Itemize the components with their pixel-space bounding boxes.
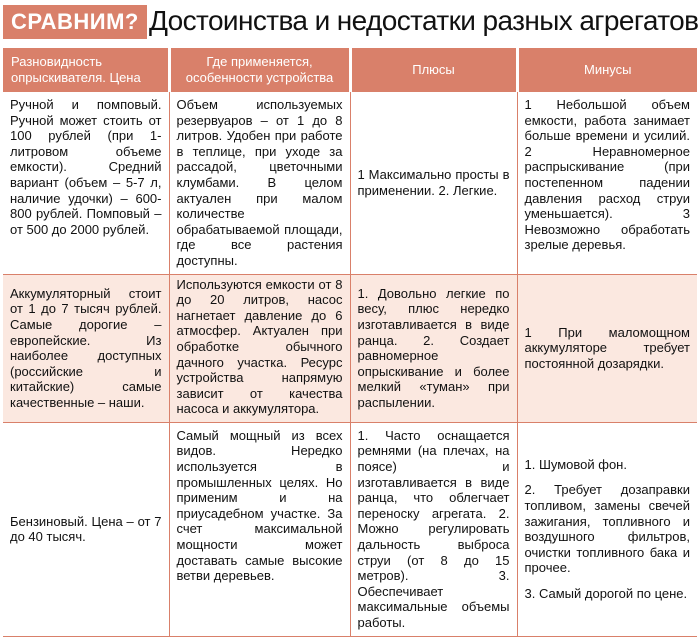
cell-pros: 1 Максимально просты в применении. 2. Легкие. (350, 92, 517, 274)
cell-pros: 1. Часто оснащается ремнями (на плечах, на поясе) и изготавливается в виде ранца, что облегчает переноску агрегата. 2. Можно регулировать дальность выброса струи (от 8 до 15 метров). 3. Обеспечивает максимальные объемы работы. (350, 422, 517, 636)
cons-item: 2. Требует дозаправки топливом, замены свечей зажигания, топливного и воздушного фильтров, очистки топливного бака и прочее. (524, 482, 690, 576)
column-header-cons: Минусы (517, 48, 697, 92)
cons-item: 3. Самый дорогой по цене. (524, 586, 688, 602)
column-header-type: Разновидность опрыскивателя. Цена (3, 48, 169, 92)
column-header-pros: Плюсы (350, 48, 517, 92)
header (0, 0, 700, 44)
cell-usage: Самый мощный из всех видов. Нередко используется в промышленных целях. Но применим и на приусадебном участке. За счет максимальной мощности может доставать самые высокие ветви деревьев. (169, 422, 350, 636)
column-header-usage: Где применяется, особенности устройства (169, 48, 350, 92)
cell-cons: 1 При маломощном аккумуляторе требует постоянной дозарядки. (517, 274, 697, 422)
cell-cons (517, 422, 697, 636)
cell-usage: Используются емкости от 8 до 20 литров, насос нагнетает давление до 6 атмосфер. Актуален при обработке обычного дачного участка. Ресурс устройства напрямую зависит от качества насоса и аккумулятора. (169, 274, 350, 422)
cell-pros: 1. Довольно легкие по весу, плюс нередко изготавливается в виде ранца. 2. Создает равномерное опрыскивание и более мелкий «туман» при распылении. (350, 274, 517, 422)
compare-badge: СРАВНИМ? (3, 5, 147, 39)
cell-type: Ручной и помповый. Ручной может стоить от 100 рублей (при 1-литровом объеме емкости). Средний вариант (объем – 5-7 л, наличие удочки) – 600-800 рублей. Помповый – от 500 до 2000 рублей. (3, 92, 169, 274)
cons-item: 1. Шумовой фон. (524, 456, 627, 472)
table-row-petrol (3, 422, 697, 636)
cell-type: Бензиновый. Цена – от 7 до 40 тысяч. (3, 422, 169, 636)
table-row-battery (3, 274, 697, 422)
cell-cons: 1 Небольшой объем емкости, работа занимает больше времени и усилий. 2 Неравномерное распрыскивание (при постепенном падении давления расход струи уменьшается). 3 Невозможно обработать зрелые деревья. (517, 92, 697, 274)
table-row-manual (3, 92, 697, 274)
table-header-row (3, 48, 697, 92)
page-title: Достоинства и недостатки разных агрегатов (149, 5, 699, 36)
comparison-table (3, 48, 697, 637)
cell-type: Аккумуляторный стоит от 1 до 7 тысяч рублей. Самые дорогие – европейские. Из наиболее доступных (российские и китайские) самые качественные – наши. (3, 274, 169, 422)
cell-usage: Объем используемых резервуаров – от 1 до 8 литров. Удобен при работе в теплице, при уходе за рассадой, цветочными клумбами. В целом актуален при малом количестве обрабатываемой площади, где все растения доступны. (169, 92, 350, 274)
